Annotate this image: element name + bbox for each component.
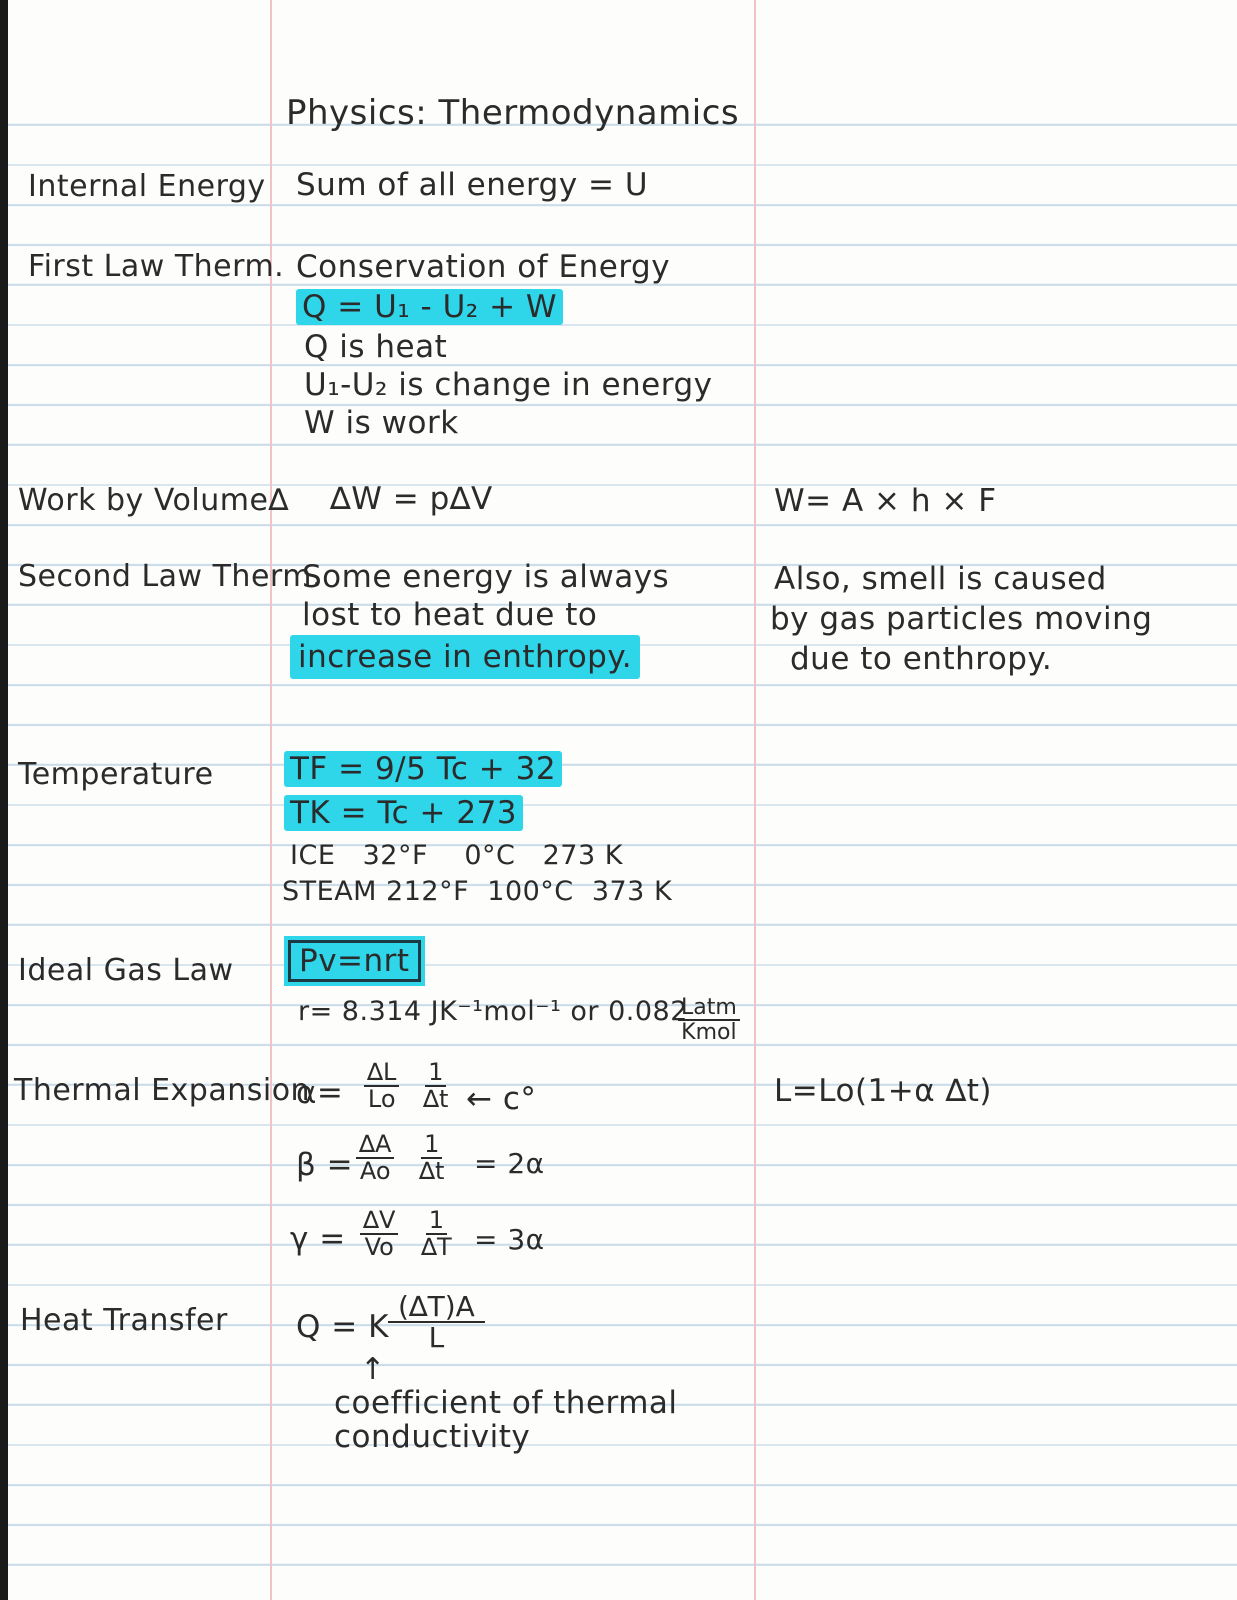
beta-fraction-2 [416,1132,447,1184]
internal-energy-def: Sum of all energy = U [296,167,649,203]
page-title: Physics: Thermodynamics [286,93,740,133]
gamma-fraction-2 [418,1208,455,1260]
work-volume-equation: ∆W = p∆V [330,481,493,517]
heat-transfer-den: L [428,1321,445,1355]
label-first-law: First Law Therm. [28,249,285,284]
gamma-symbol: γ = [290,1221,346,1257]
label-thermal-expansion: Thermal Expansion [14,1073,311,1108]
first-law-heading: Conservation of Energy [296,249,671,285]
arrow-up-icon: ↑ [360,1352,386,1387]
temperature-row-steam: STEAM 212°F 100°C 373 K [282,876,673,907]
second-law-line2: lost to heat due to [302,597,598,633]
alpha-den-2: ∆t [423,1085,449,1114]
first-law-line1: Q is heat [304,329,448,365]
alpha-num-2: 1 [425,1060,446,1087]
alpha-symbol: α= [296,1075,344,1111]
second-law-side2: by gas particles moving [770,601,1153,637]
second-law-side1: Also, smell is caused [774,561,1107,597]
alpha-fraction-1 [364,1060,399,1112]
temperature-row-ice: ICE 32°F 0°C 273 K [290,840,623,871]
label-heat-transfer: Heat Transfer [20,1303,228,1338]
ideal-gas-unit-den: Kmol [681,1020,737,1046]
heat-transfer-lhs: Q = K [296,1309,389,1345]
gamma-den-1: Vo [364,1233,394,1262]
alpha-fraction-2 [420,1060,451,1112]
margin-line-right [754,0,756,1600]
second-law-line1: Some energy is always [302,559,670,595]
gamma-num-2: 1 [426,1208,447,1235]
thermal-expansion-side: L=Lo(1+α ∆t) [774,1073,993,1109]
temperature-eq1: TF = 9/5 Tc + 32 [284,751,562,787]
alpha-tail: ← c° [466,1081,537,1117]
ideal-gas-unit-fraction [678,996,740,1044]
alpha-num-1: ∆L [364,1060,399,1087]
label-work-volume: Work by Volume∆ [18,483,289,518]
beta-num-2: 1 [421,1132,442,1159]
page-top-margin [0,0,1237,86]
ideal-gas-constant: r= 8.314 JK⁻¹mol⁻¹ or 0.082 [298,996,688,1027]
alpha-den-1: Lo [367,1085,396,1114]
margin-line-left [270,0,272,1600]
first-law-equation: Q = U₁ - U₂ + W [296,289,563,325]
heat-transfer-note2: conductivity [334,1419,531,1455]
ideal-gas-unit-num: Latm [678,996,740,1021]
label-ideal-gas: Ideal Gas Law [18,953,234,988]
heat-transfer-note1: coefficient of thermal [334,1385,678,1421]
beta-symbol: β = [296,1147,354,1183]
beta-den-2: ∆t [419,1157,445,1186]
heat-transfer-fraction [388,1292,485,1353]
label-second-law: Second Law Therm. [18,559,322,594]
label-internal-energy: Internal Energy [28,169,266,204]
gamma-fraction-1 [360,1208,398,1260]
scan-edge [0,0,8,1600]
first-law-line2: U₁-U₂ is change in energy [304,367,713,403]
heat-transfer-num: (∆T)A [388,1292,485,1323]
ideal-gas-equation: Pv=nrt [288,940,421,982]
beta-den-1: Ao [359,1157,391,1186]
gamma-num-1: ∆V [360,1208,398,1235]
gamma-tail: = 3α [474,1223,545,1256]
second-law-line3: increase in enthropy. [290,635,640,679]
beta-num-1: ∆A [356,1132,394,1159]
gamma-den-2: ∆T [421,1233,452,1262]
work-volume-side: W= A × h × F [774,483,997,519]
beta-tail: = 2α [474,1147,545,1180]
first-law-line3: W is work [304,405,459,441]
temperature-eq2: TK = Tc + 273 [284,795,523,831]
beta-fraction-1 [356,1132,394,1184]
label-temperature: Temperature [18,757,214,792]
second-law-side3: due to enthropy. [790,641,1053,677]
